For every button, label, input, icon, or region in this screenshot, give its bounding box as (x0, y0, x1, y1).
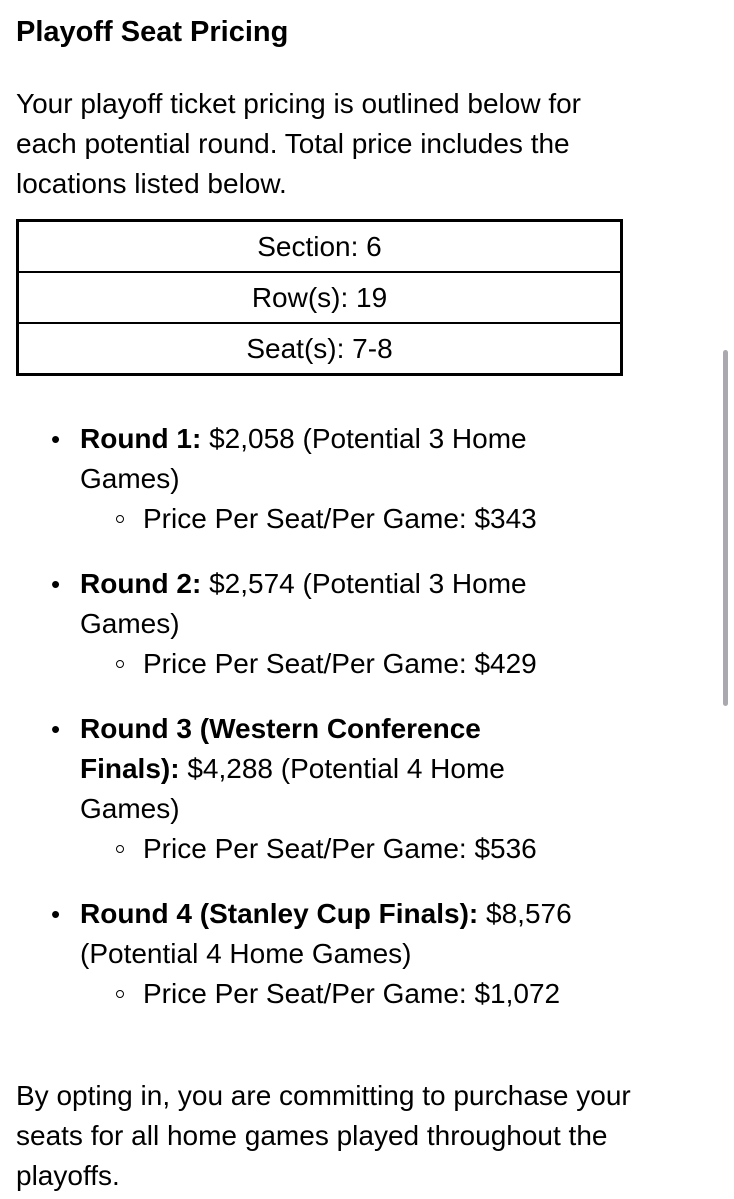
commitment-paragraph: By opting in, you are committing to purchase your seats for all home games played throughout the playoffs. (16, 1080, 631, 1191)
page-title: Playoff Seat Pricing (16, 16, 289, 48)
sub-bullet-icon (116, 845, 124, 853)
round-1-detail: $2,058 (Potential 3 Home Games) (80, 423, 527, 494)
round-1-label: Round 1: (80, 423, 202, 454)
table-row (18, 323, 622, 375)
section-cell: Section: 6 (18, 221, 622, 273)
intro-paragraph: Your playoff ticket pricing is outlined below for each potential round. Total price includes the locations listed below. (16, 88, 581, 199)
round-4-per-seat-text: Price Per Seat/Per Game: $1,072 (143, 978, 561, 1009)
round-3-item (16, 709, 716, 869)
round-2-label: Round 2: (80, 568, 202, 599)
round-1-summary (80, 419, 580, 499)
bullet-icon: • (51, 899, 61, 929)
round-3-detail: $4,288 (Potential 4 Home Games) (80, 753, 505, 824)
rows-cell: Row(s): 19 (18, 272, 622, 323)
sub-bullet-icon (116, 990, 124, 998)
round-4-detail: $8,576 (Potential 4 Home Games) (80, 898, 572, 969)
round-2-summary (80, 564, 580, 644)
round-4-per-seat (80, 974, 716, 1014)
seat-location-table (16, 219, 623, 376)
round-3-per-seat (80, 829, 716, 869)
round-1-per-seat-text: Price Per Seat/Per Game: $343 (143, 503, 537, 534)
round-3-label: Round 3 (Western Conference Finals): (80, 713, 481, 784)
sub-bullet-icon (116, 660, 124, 668)
bullet-icon: • (51, 714, 61, 744)
round-pricing-list (16, 419, 716, 1039)
table-row (18, 221, 622, 273)
vertical-scrollbar[interactable] (723, 350, 728, 706)
round-2-item (16, 564, 716, 684)
seats-cell: Seat(s): 7-8 (18, 323, 622, 375)
round-2-per-seat-text: Price Per Seat/Per Game: $429 (143, 648, 537, 679)
round-1-per-seat (80, 499, 716, 539)
round-2-per-seat (80, 644, 716, 684)
round-4-item (16, 894, 716, 1014)
bullet-icon: • (51, 424, 61, 454)
round-3-per-seat-text: Price Per Seat/Per Game: $536 (143, 833, 537, 864)
round-2-detail: $2,574 (Potential 3 Home Games) (80, 568, 527, 639)
round-3-summary (80, 709, 580, 829)
round-1-item (16, 419, 716, 539)
round-4-label: Round 4 (Stanley Cup Finals): (80, 898, 479, 929)
bullet-icon: • (51, 569, 61, 599)
table-row (18, 272, 622, 323)
sub-bullet-icon (116, 515, 124, 523)
round-4-summary (80, 894, 580, 974)
